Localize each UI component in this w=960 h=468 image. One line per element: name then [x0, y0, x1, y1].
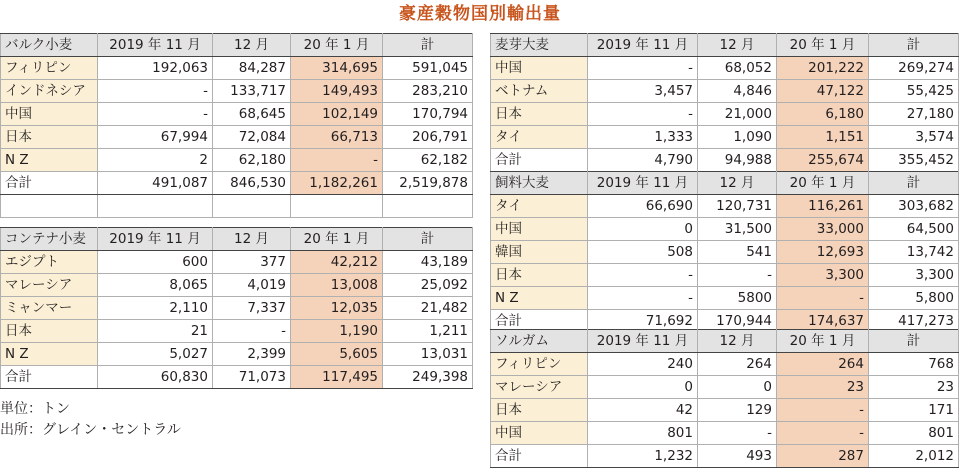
column-header: 12 月: [213, 34, 291, 57]
value-cell: 7,337: [213, 297, 291, 320]
empty-cell: [291, 195, 383, 218]
table-row: [491, 195, 959, 218]
table-row: [491, 287, 959, 310]
value-cell: 129: [698, 399, 777, 422]
value-cell: 102,149: [291, 103, 383, 126]
table-row: [491, 218, 959, 241]
column-header: 2019 年 11 月: [98, 228, 213, 251]
table-row: [1, 57, 473, 80]
bulk-wheat-table: [0, 33, 473, 218]
value-cell: 149,493: [291, 80, 383, 103]
value-cell: 1,190: [291, 320, 383, 343]
value-cell: 2: [98, 149, 213, 172]
value-cell: 377: [213, 251, 291, 274]
column-header: 20 年 1 月: [777, 172, 869, 195]
value-cell: 21,000: [698, 103, 777, 126]
footnotes: [0, 399, 181, 441]
column-header: 計: [869, 172, 959, 195]
value-cell: 1,151: [777, 126, 869, 149]
total-label: 合計: [491, 310, 588, 333]
table-name: ソルガム: [491, 330, 588, 353]
table-row: [491, 422, 959, 445]
empty-cell: [1, 195, 98, 218]
total-value: 846,530: [213, 172, 291, 195]
value-cell: 2,399: [213, 343, 291, 366]
value-cell: 192,063: [98, 57, 213, 80]
value-cell: 201,222: [777, 57, 869, 80]
container-wheat-table: [0, 227, 473, 389]
value-cell: 4,846: [698, 80, 777, 103]
total-value: 60,830: [98, 366, 213, 389]
value-cell: -: [777, 422, 869, 445]
table-row: [1, 297, 473, 320]
table-row: [491, 264, 959, 287]
column-header: 2019 年 11 月: [98, 34, 213, 57]
total-value: 170,944: [698, 310, 777, 333]
spacer-row: [1, 195, 473, 218]
country-label: 中国: [491, 218, 588, 241]
value-cell: 66,713: [291, 126, 383, 149]
value-cell: 116,261: [777, 195, 869, 218]
table-row: [1, 149, 473, 172]
value-cell: 62,180: [213, 149, 291, 172]
country-label: N Z: [491, 287, 588, 310]
value-cell: 33,000: [777, 218, 869, 241]
column-header: 12 月: [698, 330, 777, 353]
empty-cell: [213, 195, 291, 218]
value-cell: 541: [698, 241, 777, 264]
total-row: [491, 149, 959, 172]
column-header: 計: [869, 34, 959, 57]
value-cell: 133,717: [213, 80, 291, 103]
table-row: [1, 251, 473, 274]
table-row: [1, 103, 473, 126]
value-cell: 801: [588, 422, 698, 445]
value-cell: 62,182: [383, 149, 473, 172]
value-cell: 31,500: [698, 218, 777, 241]
value-cell: -: [588, 264, 698, 287]
country-label: ベトナム: [491, 80, 588, 103]
value-cell: 13,008: [291, 274, 383, 297]
value-cell: 68,645: [213, 103, 291, 126]
value-cell: 3,457: [588, 80, 698, 103]
country-label: 中国: [1, 103, 98, 126]
total-label: 合計: [1, 366, 98, 389]
column-header: 2019 年 11 月: [588, 330, 698, 353]
value-cell: 240: [588, 353, 698, 376]
value-cell: 42,212: [291, 251, 383, 274]
value-cell: 801: [869, 422, 959, 445]
value-cell: 21,482: [383, 297, 473, 320]
value-cell: -: [588, 103, 698, 126]
value-cell: 68,052: [698, 57, 777, 80]
value-cell: -: [698, 264, 777, 287]
value-cell: 42: [588, 399, 698, 422]
total-value: 1,232: [588, 445, 698, 468]
country-label: マレーシア: [491, 376, 588, 399]
country-label: 韓国: [491, 241, 588, 264]
table-name: 麦芽大麦: [491, 34, 588, 57]
value-cell: -: [588, 287, 698, 310]
value-cell: 303,682: [869, 195, 959, 218]
value-cell: 3,300: [777, 264, 869, 287]
column-header: 計: [383, 228, 473, 251]
value-cell: 120,731: [698, 195, 777, 218]
total-value: 355,452: [869, 149, 959, 172]
value-cell: 1,090: [698, 126, 777, 149]
value-cell: 4,019: [213, 274, 291, 297]
country-label: 日本: [1, 320, 98, 343]
value-cell: -: [777, 399, 869, 422]
header-row: [1, 228, 473, 251]
value-cell: 170,794: [383, 103, 473, 126]
malting-barley-table: [490, 33, 959, 172]
total-value: 117,495: [291, 366, 383, 389]
value-cell: 8,065: [98, 274, 213, 297]
empty-cell: [383, 195, 473, 218]
header-row: [1, 34, 473, 57]
value-cell: 2,110: [98, 297, 213, 320]
total-value: 287: [777, 445, 869, 468]
column-header: 20 年 1 月: [291, 34, 383, 57]
table-row: [491, 103, 959, 126]
sorghum-table: [490, 329, 959, 468]
value-cell: 23: [869, 376, 959, 399]
value-cell: 206,791: [383, 126, 473, 149]
header-row: [491, 330, 959, 353]
country-label: フィリピン: [491, 353, 588, 376]
total-value: 94,988: [698, 149, 777, 172]
value-cell: 55,425: [869, 80, 959, 103]
value-cell: 72,084: [213, 126, 291, 149]
table-row: [1, 343, 473, 366]
country-label: インドネシア: [1, 80, 98, 103]
value-cell: 12,693: [777, 241, 869, 264]
value-cell: 3,574: [869, 126, 959, 149]
table-row: [491, 399, 959, 422]
total-value: 491,087: [98, 172, 213, 195]
column-header: 計: [869, 330, 959, 353]
value-cell: 283,210: [383, 80, 473, 103]
value-cell: 12,035: [291, 297, 383, 320]
value-cell: 269,274: [869, 57, 959, 80]
value-cell: 5,605: [291, 343, 383, 366]
table-row: [491, 376, 959, 399]
value-cell: 6,180: [777, 103, 869, 126]
country-label: タイ: [491, 126, 588, 149]
column-header: 12 月: [213, 228, 291, 251]
country-label: ミャンマー: [1, 297, 98, 320]
value-cell: 768: [869, 353, 959, 376]
value-cell: 84,287: [213, 57, 291, 80]
total-row: [491, 445, 959, 468]
value-cell: 47,122: [777, 80, 869, 103]
country-label: タイ: [491, 195, 588, 218]
value-cell: 1,333: [588, 126, 698, 149]
value-cell: 0: [698, 376, 777, 399]
value-cell: 264: [777, 353, 869, 376]
total-value: 174,637: [777, 310, 869, 333]
table-row: [491, 57, 959, 80]
value-cell: 0: [588, 376, 698, 399]
value-cell: 314,695: [291, 57, 383, 80]
value-cell: 25,092: [383, 274, 473, 297]
total-value: 249,398: [383, 366, 473, 389]
value-cell: 27,180: [869, 103, 959, 126]
table-row: [1, 126, 473, 149]
total-row: [1, 172, 473, 195]
column-header: 2019 年 11 月: [588, 34, 698, 57]
country-label: 中国: [491, 422, 588, 445]
table-row: [491, 241, 959, 264]
value-cell: 5,027: [98, 343, 213, 366]
total-row: [1, 366, 473, 389]
empty-cell: [98, 195, 213, 218]
column-header: 計: [383, 34, 473, 57]
value-cell: 64,500: [869, 218, 959, 241]
value-cell: -: [291, 149, 383, 172]
country-label: 日本: [491, 399, 588, 422]
value-cell: -: [98, 80, 213, 103]
value-cell: 5,800: [869, 287, 959, 310]
total-label: 合計: [1, 172, 98, 195]
value-cell: -: [98, 103, 213, 126]
total-label: 合計: [491, 149, 588, 172]
country-label: 日本: [491, 103, 588, 126]
value-cell: 591,045: [383, 57, 473, 80]
header-row: [491, 34, 959, 57]
total-value: 4,790: [588, 149, 698, 172]
page-title: 豪産穀物国別輸出量: [399, 4, 561, 24]
value-cell: -: [777, 287, 869, 310]
column-header: 20 年 1 月: [777, 330, 869, 353]
total-value: 2,012: [869, 445, 959, 468]
table-row: [1, 80, 473, 103]
column-header: 12 月: [698, 34, 777, 57]
table-row: [491, 353, 959, 376]
total-label: 合計: [491, 445, 588, 468]
value-cell: 0: [588, 218, 698, 241]
total-value: 71,073: [213, 366, 291, 389]
total-value: 417,273: [869, 310, 959, 333]
column-header: 2019 年 11 月: [588, 172, 698, 195]
table-name: バルク小麦: [1, 34, 98, 57]
total-value: 2,519,878: [383, 172, 473, 195]
table-row: [491, 80, 959, 103]
value-cell: 171: [869, 399, 959, 422]
country-label: 中国: [491, 57, 588, 80]
value-cell: 3,300: [869, 264, 959, 287]
total-value: 71,692: [588, 310, 698, 333]
total-value: 1,182,261: [291, 172, 383, 195]
value-cell: -: [698, 422, 777, 445]
value-cell: 13,031: [383, 343, 473, 366]
country-label: 日本: [1, 126, 98, 149]
source-note: 出所：グレイン・セントラル: [0, 422, 181, 438]
country-label: フィリピン: [1, 57, 98, 80]
total-value: 493: [698, 445, 777, 468]
country-label: マレーシア: [1, 274, 98, 297]
value-cell: -: [213, 320, 291, 343]
column-header: 20 年 1 月: [291, 228, 383, 251]
value-cell: 21: [98, 320, 213, 343]
unit-note: 単位：トン: [0, 401, 70, 417]
value-cell: 66,690: [588, 195, 698, 218]
table-name: コンテナ小麦: [1, 228, 98, 251]
table-row: [1, 320, 473, 343]
header-row: [491, 172, 959, 195]
country-label: エジプト: [1, 251, 98, 274]
feed-barley-table: [490, 171, 959, 333]
total-value: 255,674: [777, 149, 869, 172]
value-cell: 1,211: [383, 320, 473, 343]
table-name: 飼料大麦: [491, 172, 588, 195]
country-label: N Z: [1, 343, 98, 366]
value-cell: 43,189: [383, 251, 473, 274]
column-header: 12 月: [698, 172, 777, 195]
value-cell: 13,742: [869, 241, 959, 264]
value-cell: 264: [698, 353, 777, 376]
column-header: 20 年 1 月: [777, 34, 869, 57]
value-cell: 5800: [698, 287, 777, 310]
country-label: 日本: [491, 264, 588, 287]
value-cell: 508: [588, 241, 698, 264]
value-cell: 600: [98, 251, 213, 274]
value-cell: 23: [777, 376, 869, 399]
table-row: [1, 274, 473, 297]
value-cell: 67,994: [98, 126, 213, 149]
country-label: N Z: [1, 149, 98, 172]
table-row: [491, 126, 959, 149]
value-cell: -: [588, 57, 698, 80]
